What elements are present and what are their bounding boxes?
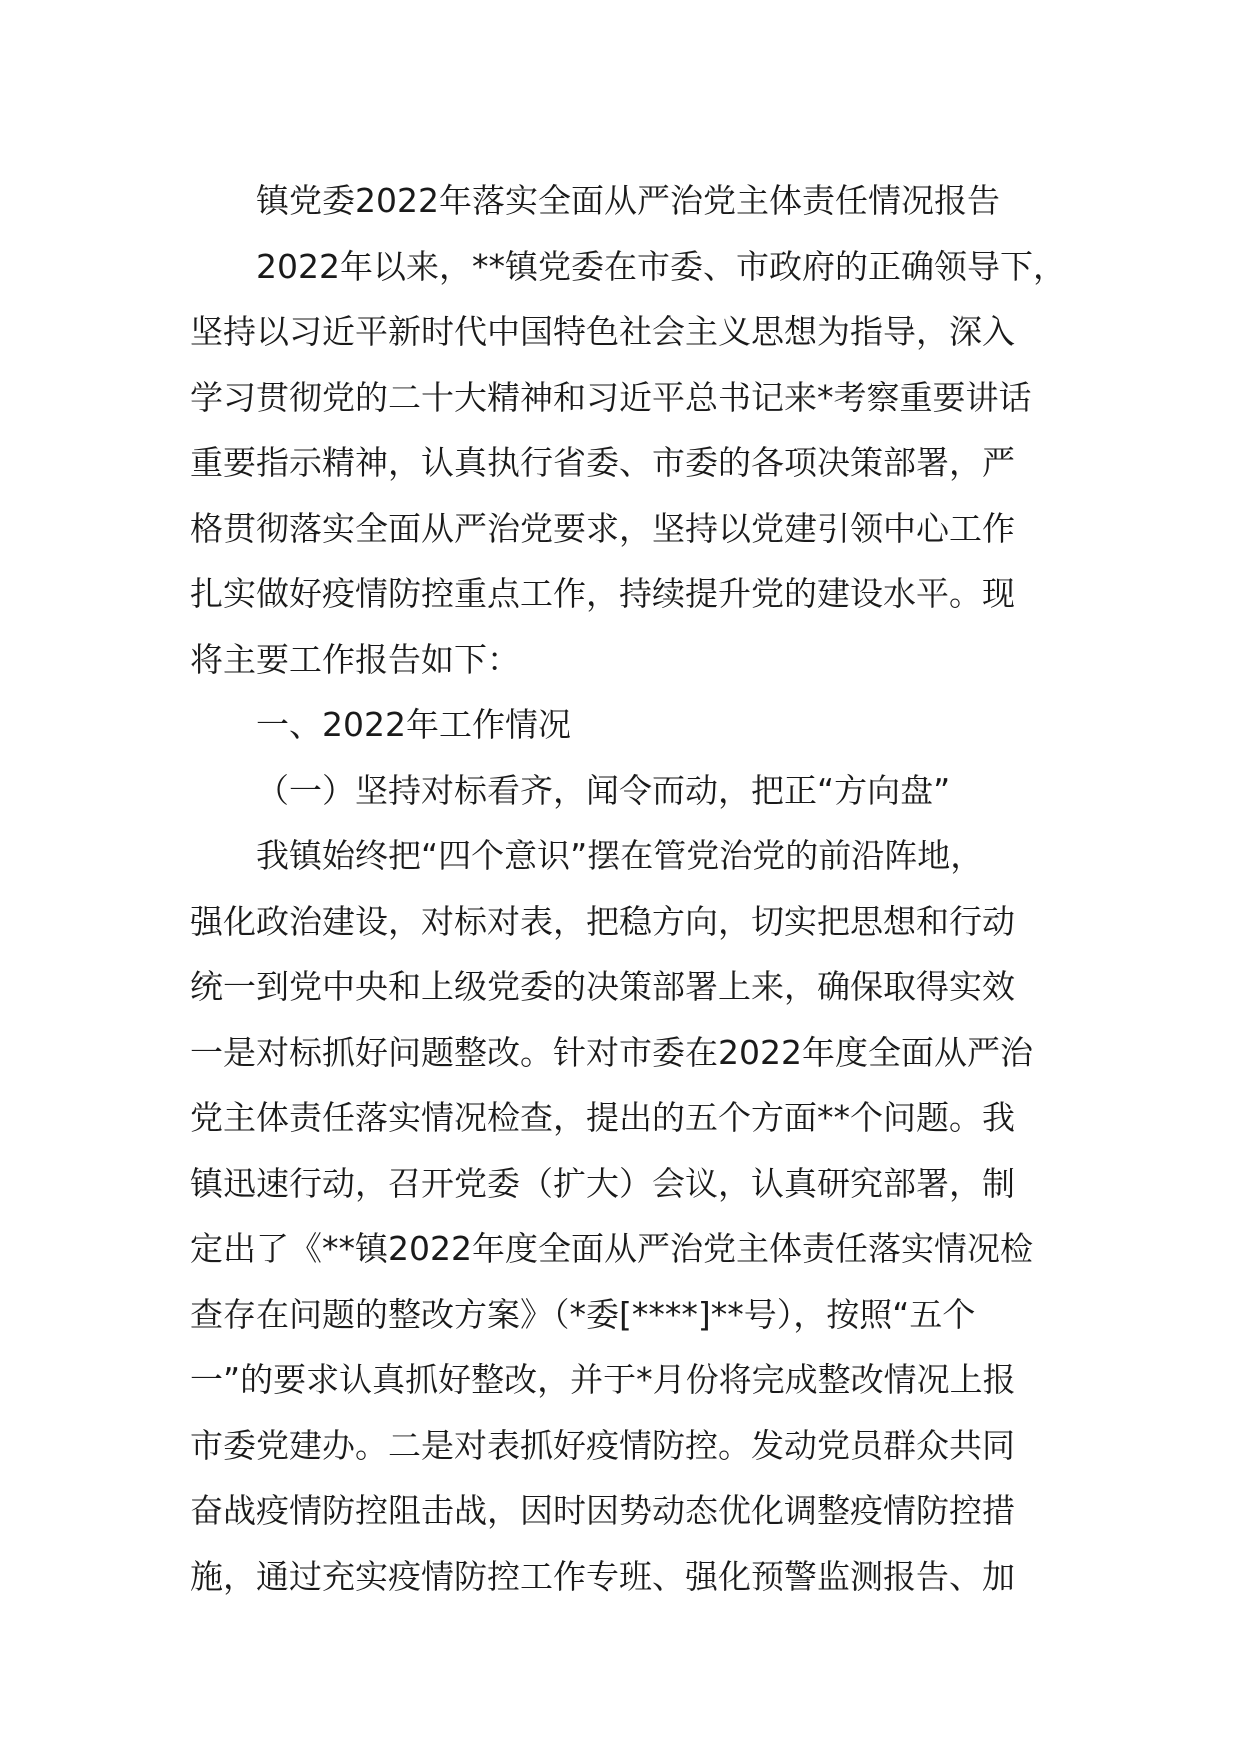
- paragraph-line: 扎实做好疫情防控重点工作，持续提升党的建设水平。现: [190, 574, 1015, 613]
- section-heading: 一、2022年工作情况: [256, 705, 571, 744]
- document-body: [190, 168, 1090, 1609]
- document-title: 镇党委2022年落实全面从严治党主体责任情况报告: [256, 181, 1000, 220]
- paragraph-line: 一是对标抓好问题整改。针对市委在2022年度全面从严治: [190, 1032, 1033, 1072]
- paragraph-line: 党主体责任落实情况检查，提出的五个方面**个问题。我: [190, 1098, 1015, 1137]
- paragraph-line: 强化政治建设，对标对表，把稳方向，切实把思想和行动: [190, 901, 1015, 941]
- paragraph-line: 奋战疫情防控阻击战，因时因势动态优化调整疫情防控措: [190, 1491, 1015, 1530]
- paragraph-line: 坚持以习近平新时代中国特色社会主义思想为指导，深入: [190, 312, 1015, 351]
- paragraph-line: 重要指示精神，认真执行省委、市委的各项决策部署，严: [190, 443, 1015, 482]
- paragraph-line: 将主要工作报告如下：: [190, 639, 520, 679]
- paragraph-line: 查存在问题的整改方案》（*委[****]**号），按照“五个: [190, 1294, 976, 1334]
- paragraph-line: 我镇始终把“四个意识”摆在管党治党的前沿阵地，: [256, 836, 984, 875]
- paragraph-line: 施，通过充实疫情防控工作专班、强化预警监测报告、加: [190, 1556, 1015, 1596]
- paragraph-line: 市委党建办。二是对表抓好疫情防控。发动党员群众共同: [190, 1425, 1015, 1465]
- paragraph-line: 定出了《**镇2022年度全面从严治党主体责任落实情况检: [190, 1229, 1033, 1268]
- subsection-heading: （一）坚持对标看齐，闻令而动，把正“方向盘”: [256, 770, 951, 810]
- paragraph-line: 镇迅速行动，召开党委（扩大）会议，认真研究部署，制: [190, 1163, 1015, 1203]
- paragraph-line: 一”的要求认真抓好整改，并于*月份将完成整改情况上报: [190, 1360, 1016, 1399]
- paragraph-line: 统一到党中央和上级党委的决策部署上来，确保取得实效: [190, 967, 1015, 1006]
- paragraph-line: 格贯彻落实全面从严治党要求，坚持以党建引领中心工作: [190, 508, 1015, 548]
- paragraph-line: 学习贯彻党的二十大精神和习近平总书记来*考察重要讲话: [190, 377, 1032, 417]
- paragraph-line: 2022年以来，**镇党委在市委、市政府的正确领导下，: [256, 246, 1066, 286]
